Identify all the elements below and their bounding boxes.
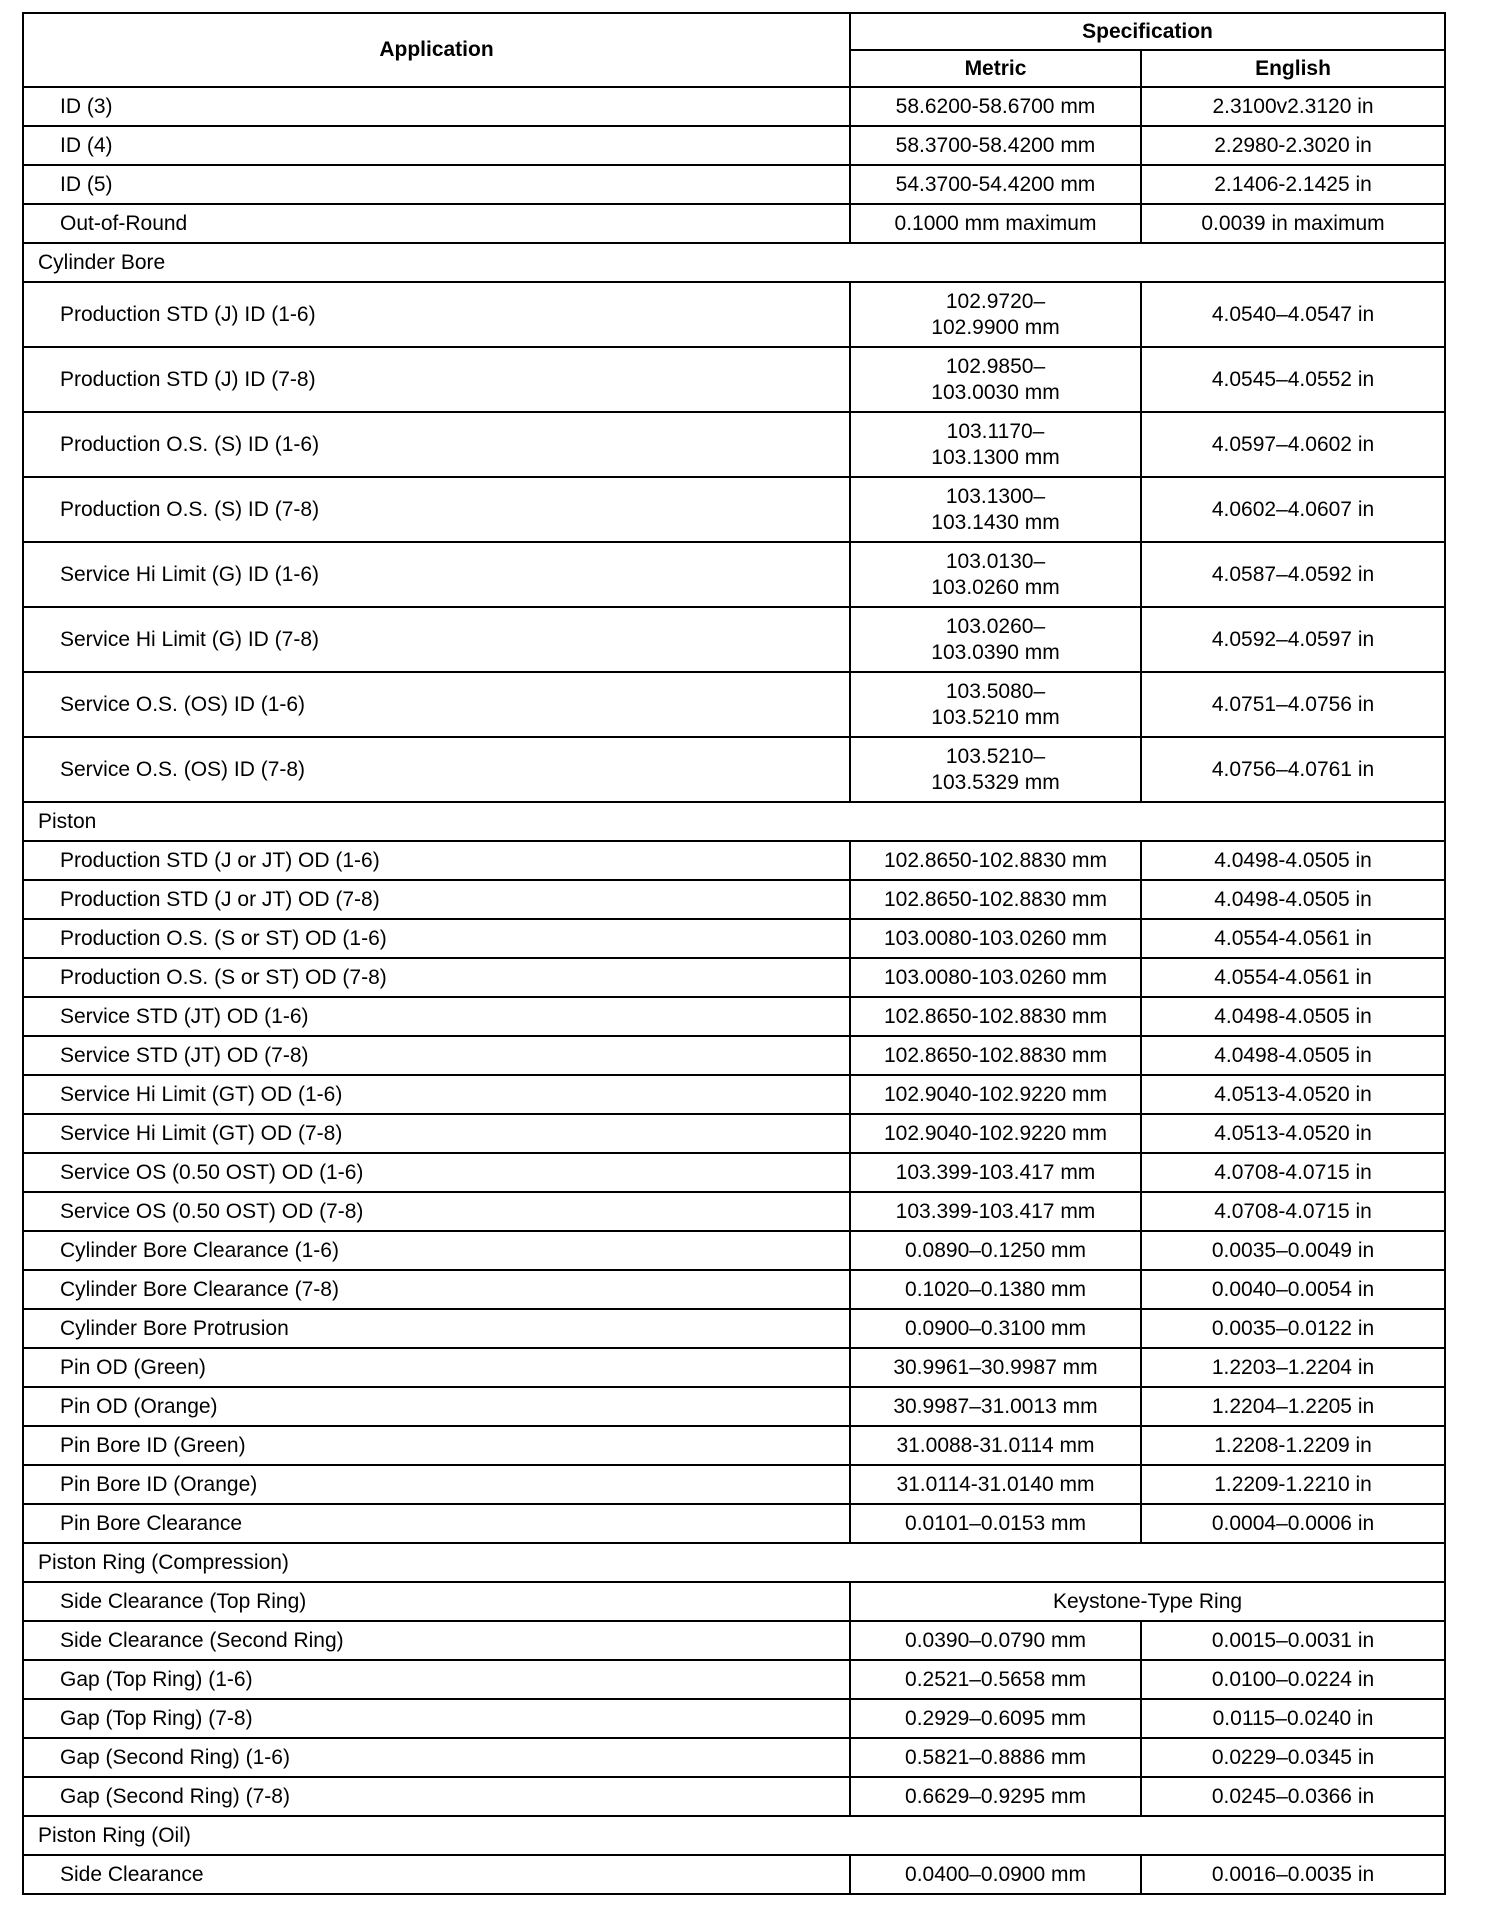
application-cell: Production O.S. (S) ID (7-8) <box>23 477 850 542</box>
application-cell: Pin Bore ID (Green) <box>23 1426 850 1465</box>
application-cell: Gap (Top Ring) (7-8) <box>23 1699 850 1738</box>
english-cell: 1.2204–1.2205 in <box>1141 1387 1445 1426</box>
english-cell: 2.3100v2.3120 in <box>1141 87 1445 126</box>
table-row <box>23 1153 1445 1192</box>
header-application: Application <box>23 13 850 87</box>
application-cell: Pin OD (Green) <box>23 1348 850 1387</box>
application-cell: Production O.S. (S) ID (1-6) <box>23 412 850 477</box>
metric-cell: 102.8650-102.8830 mm <box>850 880 1141 919</box>
english-cell: 4.0597–4.0602 in <box>1141 412 1445 477</box>
table-row <box>23 1465 1445 1504</box>
table-row <box>23 1309 1445 1348</box>
table-row <box>23 880 1445 919</box>
english-cell: 2.2980-2.3020 in <box>1141 126 1445 165</box>
application-cell: Side Clearance <box>23 1855 850 1894</box>
application-cell: ID (3) <box>23 87 850 126</box>
english-cell: 4.0554-4.0561 in <box>1141 919 1445 958</box>
table-row <box>23 1192 1445 1231</box>
metric-line-2: 103.5329 mm <box>931 770 1060 794</box>
application-cell: Gap (Second Ring) (1-6) <box>23 1738 850 1777</box>
table-row <box>23 1387 1445 1426</box>
table-row <box>23 1699 1445 1738</box>
specification-table <box>22 12 1446 1895</box>
table-row <box>23 477 1445 542</box>
english-cell: 1.2208-1.2209 in <box>1141 1426 1445 1465</box>
metric-line-2: 103.0260 mm <box>931 575 1060 599</box>
metric-cell: 58.6200-58.6700 mm <box>850 87 1141 126</box>
metric-cell: 0.0400–0.0900 mm <box>850 1855 1141 1894</box>
table-row <box>23 1426 1445 1465</box>
metric-line-2: 103.1300 mm <box>931 445 1060 469</box>
metric-line-1: 103.0130– <box>945 549 1046 573</box>
application-cell: Production STD (J or JT) OD (7-8) <box>23 880 850 919</box>
application-cell: Service O.S. (OS) ID (1-6) <box>23 672 850 737</box>
section-title: Piston Ring (Oil) <box>23 1816 1445 1855</box>
metric-cell: 0.0390–0.0790 mm <box>850 1621 1141 1660</box>
metric-cell: 54.3700-54.4200 mm <box>850 165 1141 204</box>
application-cell: ID (4) <box>23 126 850 165</box>
table-row <box>23 1660 1445 1699</box>
section-row <box>23 1816 1445 1855</box>
metric-cell <box>850 282 1141 347</box>
metric-cell: 0.1000 mm maximum <box>850 204 1141 243</box>
table-body <box>23 87 1445 1894</box>
english-cell: 0.0035–0.0122 in <box>1141 1309 1445 1348</box>
metric-cell <box>850 412 1141 477</box>
metric-line-1: 103.5080– <box>945 679 1046 703</box>
english-cell: 4.0498-4.0505 in <box>1141 997 1445 1036</box>
english-cell: 2.1406-2.1425 in <box>1141 165 1445 204</box>
english-cell: 0.0039 in maximum <box>1141 204 1445 243</box>
application-cell: Production O.S. (S or ST) OD (1-6) <box>23 919 850 958</box>
metric-cell: 103.0080-103.0260 mm <box>850 958 1141 997</box>
metric-cell: 0.2521–0.5658 mm <box>850 1660 1141 1699</box>
application-cell: Pin Bore Clearance <box>23 1504 850 1543</box>
english-cell: 4.0498-4.0505 in <box>1141 841 1445 880</box>
table-row <box>23 607 1445 672</box>
english-cell: 1.2209-1.2210 in <box>1141 1465 1445 1504</box>
table-row <box>23 1504 1445 1543</box>
metric-cell: 0.0900–0.3100 mm <box>850 1309 1141 1348</box>
application-cell: Service Hi Limit (GT) OD (7-8) <box>23 1114 850 1153</box>
metric-cell <box>850 477 1141 542</box>
metric-line-1: 102.9850– <box>945 354 1046 378</box>
table-row <box>23 997 1445 1036</box>
metric-cell: 0.0890–0.1250 mm <box>850 1231 1141 1270</box>
metric-line-2: 103.5210 mm <box>931 705 1060 729</box>
table-row <box>23 282 1445 347</box>
table-row <box>23 1348 1445 1387</box>
application-cell: Cylinder Bore Protrusion <box>23 1309 850 1348</box>
metric-line-1: 103.1300– <box>945 484 1046 508</box>
english-cell: 4.0592–4.0597 in <box>1141 607 1445 672</box>
metric-cell <box>850 672 1141 737</box>
table-row <box>23 737 1445 802</box>
table-row <box>23 1114 1445 1153</box>
metric-cell: 30.9961–30.9987 mm <box>850 1348 1141 1387</box>
english-cell: 4.0545–4.0552 in <box>1141 347 1445 412</box>
table-row <box>23 919 1445 958</box>
table-row <box>23 542 1445 607</box>
table-row <box>23 347 1445 412</box>
application-cell: Pin OD (Orange) <box>23 1387 850 1426</box>
metric-cell: 30.9987–31.0013 mm <box>850 1387 1141 1426</box>
table-row <box>23 1855 1445 1894</box>
metric-line-2: 102.9900 mm <box>931 315 1060 339</box>
table-row <box>23 126 1445 165</box>
metric-cell: 103.399-103.417 mm <box>850 1153 1141 1192</box>
english-cell: 4.0513-4.0520 in <box>1141 1114 1445 1153</box>
application-cell: Gap (Second Ring) (7-8) <box>23 1777 850 1816</box>
english-cell: 4.0498-4.0505 in <box>1141 880 1445 919</box>
metric-cell: 102.9040-102.9220 mm <box>850 1114 1141 1153</box>
english-cell: 1.2203–1.2204 in <box>1141 1348 1445 1387</box>
application-cell: Side Clearance (Second Ring) <box>23 1621 850 1660</box>
table-row <box>23 672 1445 737</box>
table-row <box>23 1075 1445 1114</box>
header-english: English <box>1141 50 1445 87</box>
metric-cell <box>850 542 1141 607</box>
table-row <box>23 958 1445 997</box>
table-row <box>23 1582 1445 1621</box>
english-cell: 4.0554-4.0561 in <box>1141 958 1445 997</box>
application-cell: Service STD (JT) OD (7-8) <box>23 1036 850 1075</box>
english-cell: 4.0540–4.0547 in <box>1141 282 1445 347</box>
english-cell: 0.0040–0.0054 in <box>1141 1270 1445 1309</box>
metric-cell: 31.0114-31.0140 mm <box>850 1465 1141 1504</box>
english-cell: 0.0115–0.0240 in <box>1141 1699 1445 1738</box>
metric-cell: 103.399-103.417 mm <box>850 1192 1141 1231</box>
application-cell: Pin Bore ID (Orange) <box>23 1465 850 1504</box>
metric-line-2: 103.0030 mm <box>931 380 1060 404</box>
application-cell: Service Hi Limit (G) ID (1-6) <box>23 542 850 607</box>
metric-cell: 0.2929–0.6095 mm <box>850 1699 1141 1738</box>
section-title: Cylinder Bore <box>23 243 1445 282</box>
application-cell: Service OS (0.50 OST) OD (1-6) <box>23 1153 850 1192</box>
table-row <box>23 1036 1445 1075</box>
table-row <box>23 1231 1445 1270</box>
application-cell: Cylinder Bore Clearance (1-6) <box>23 1231 850 1270</box>
english-cell: 4.0498-4.0505 in <box>1141 1036 1445 1075</box>
section-row <box>23 243 1445 282</box>
section-row <box>23 802 1445 841</box>
english-cell: 0.0035–0.0049 in <box>1141 1231 1445 1270</box>
english-cell: 4.0587–4.0592 in <box>1141 542 1445 607</box>
application-cell: Service Hi Limit (GT) OD (1-6) <box>23 1075 850 1114</box>
application-cell: Gap (Top Ring) (1-6) <box>23 1660 850 1699</box>
english-cell: 0.0004–0.0006 in <box>1141 1504 1445 1543</box>
metric-line-1: 103.0260– <box>945 614 1046 638</box>
metric-cell: 0.5821–0.8886 mm <box>850 1738 1141 1777</box>
application-cell: Service OS (0.50 OST) OD (7-8) <box>23 1192 850 1231</box>
header-specification: Specification <box>850 13 1445 50</box>
table-row <box>23 204 1445 243</box>
table-row <box>23 412 1445 477</box>
section-row <box>23 1543 1445 1582</box>
metric-cell: 102.8650-102.8830 mm <box>850 997 1141 1036</box>
application-cell: Production STD (J) ID (7-8) <box>23 347 850 412</box>
header-metric: Metric <box>850 50 1141 87</box>
metric-line-1: 102.9720– <box>945 289 1046 313</box>
english-cell: 4.0708-4.0715 in <box>1141 1192 1445 1231</box>
section-title: Piston <box>23 802 1445 841</box>
spec-cell: Keystone-Type Ring <box>850 1582 1445 1621</box>
table-row <box>23 87 1445 126</box>
metric-cell: 102.8650-102.8830 mm <box>850 841 1141 880</box>
table-row <box>23 1621 1445 1660</box>
application-cell: Service STD (JT) OD (1-6) <box>23 997 850 1036</box>
metric-cell <box>850 347 1141 412</box>
english-cell: 0.0245–0.0366 in <box>1141 1777 1445 1816</box>
table-row <box>23 165 1445 204</box>
english-cell: 4.0751–4.0756 in <box>1141 672 1445 737</box>
metric-cell <box>850 737 1141 802</box>
english-cell: 0.0229–0.0345 in <box>1141 1738 1445 1777</box>
metric-line-1: 103.1170– <box>946 419 1045 443</box>
table-row <box>23 1270 1445 1309</box>
application-cell: Production STD (J) ID (1-6) <box>23 282 850 347</box>
metric-cell: 58.3700-58.4200 mm <box>850 126 1141 165</box>
metric-line-1: 103.5210– <box>945 744 1046 768</box>
application-cell: Production STD (J or JT) OD (1-6) <box>23 841 850 880</box>
english-cell: 0.0100–0.0224 in <box>1141 1660 1445 1699</box>
application-cell: Out-of-Round <box>23 204 850 243</box>
english-cell: 4.0708-4.0715 in <box>1141 1153 1445 1192</box>
application-cell: Cylinder Bore Clearance (7-8) <box>23 1270 850 1309</box>
application-cell: ID (5) <box>23 165 850 204</box>
metric-cell: 103.0080-103.0260 mm <box>850 919 1141 958</box>
table-row <box>23 1738 1445 1777</box>
english-cell: 4.0602–4.0607 in <box>1141 477 1445 542</box>
application-cell: Service Hi Limit (G) ID (7-8) <box>23 607 850 672</box>
english-cell: 4.0756–4.0761 in <box>1141 737 1445 802</box>
section-title: Piston Ring (Compression) <box>23 1543 1445 1582</box>
application-cell: Production O.S. (S or ST) OD (7-8) <box>23 958 850 997</box>
metric-cell: 102.9040-102.9220 mm <box>850 1075 1141 1114</box>
table-row <box>23 1777 1445 1816</box>
english-cell: 0.0015–0.0031 in <box>1141 1621 1445 1660</box>
metric-cell: 102.8650-102.8830 mm <box>850 1036 1141 1075</box>
metric-cell: 0.0101–0.0153 mm <box>850 1504 1141 1543</box>
english-cell: 4.0513-4.0520 in <box>1141 1075 1445 1114</box>
metric-cell <box>850 607 1141 672</box>
application-cell: Side Clearance (Top Ring) <box>23 1582 850 1621</box>
metric-cell: 0.1020–0.1380 mm <box>850 1270 1141 1309</box>
table-row <box>23 841 1445 880</box>
metric-line-2: 103.1430 mm <box>931 510 1060 534</box>
metric-cell: 0.6629–0.9295 mm <box>850 1777 1141 1816</box>
application-cell: Service O.S. (OS) ID (7-8) <box>23 737 850 802</box>
metric-line-2: 103.0390 mm <box>931 640 1060 664</box>
english-cell: 0.0016–0.0035 in <box>1141 1855 1445 1894</box>
metric-cell: 31.0088-31.0114 mm <box>850 1426 1141 1465</box>
